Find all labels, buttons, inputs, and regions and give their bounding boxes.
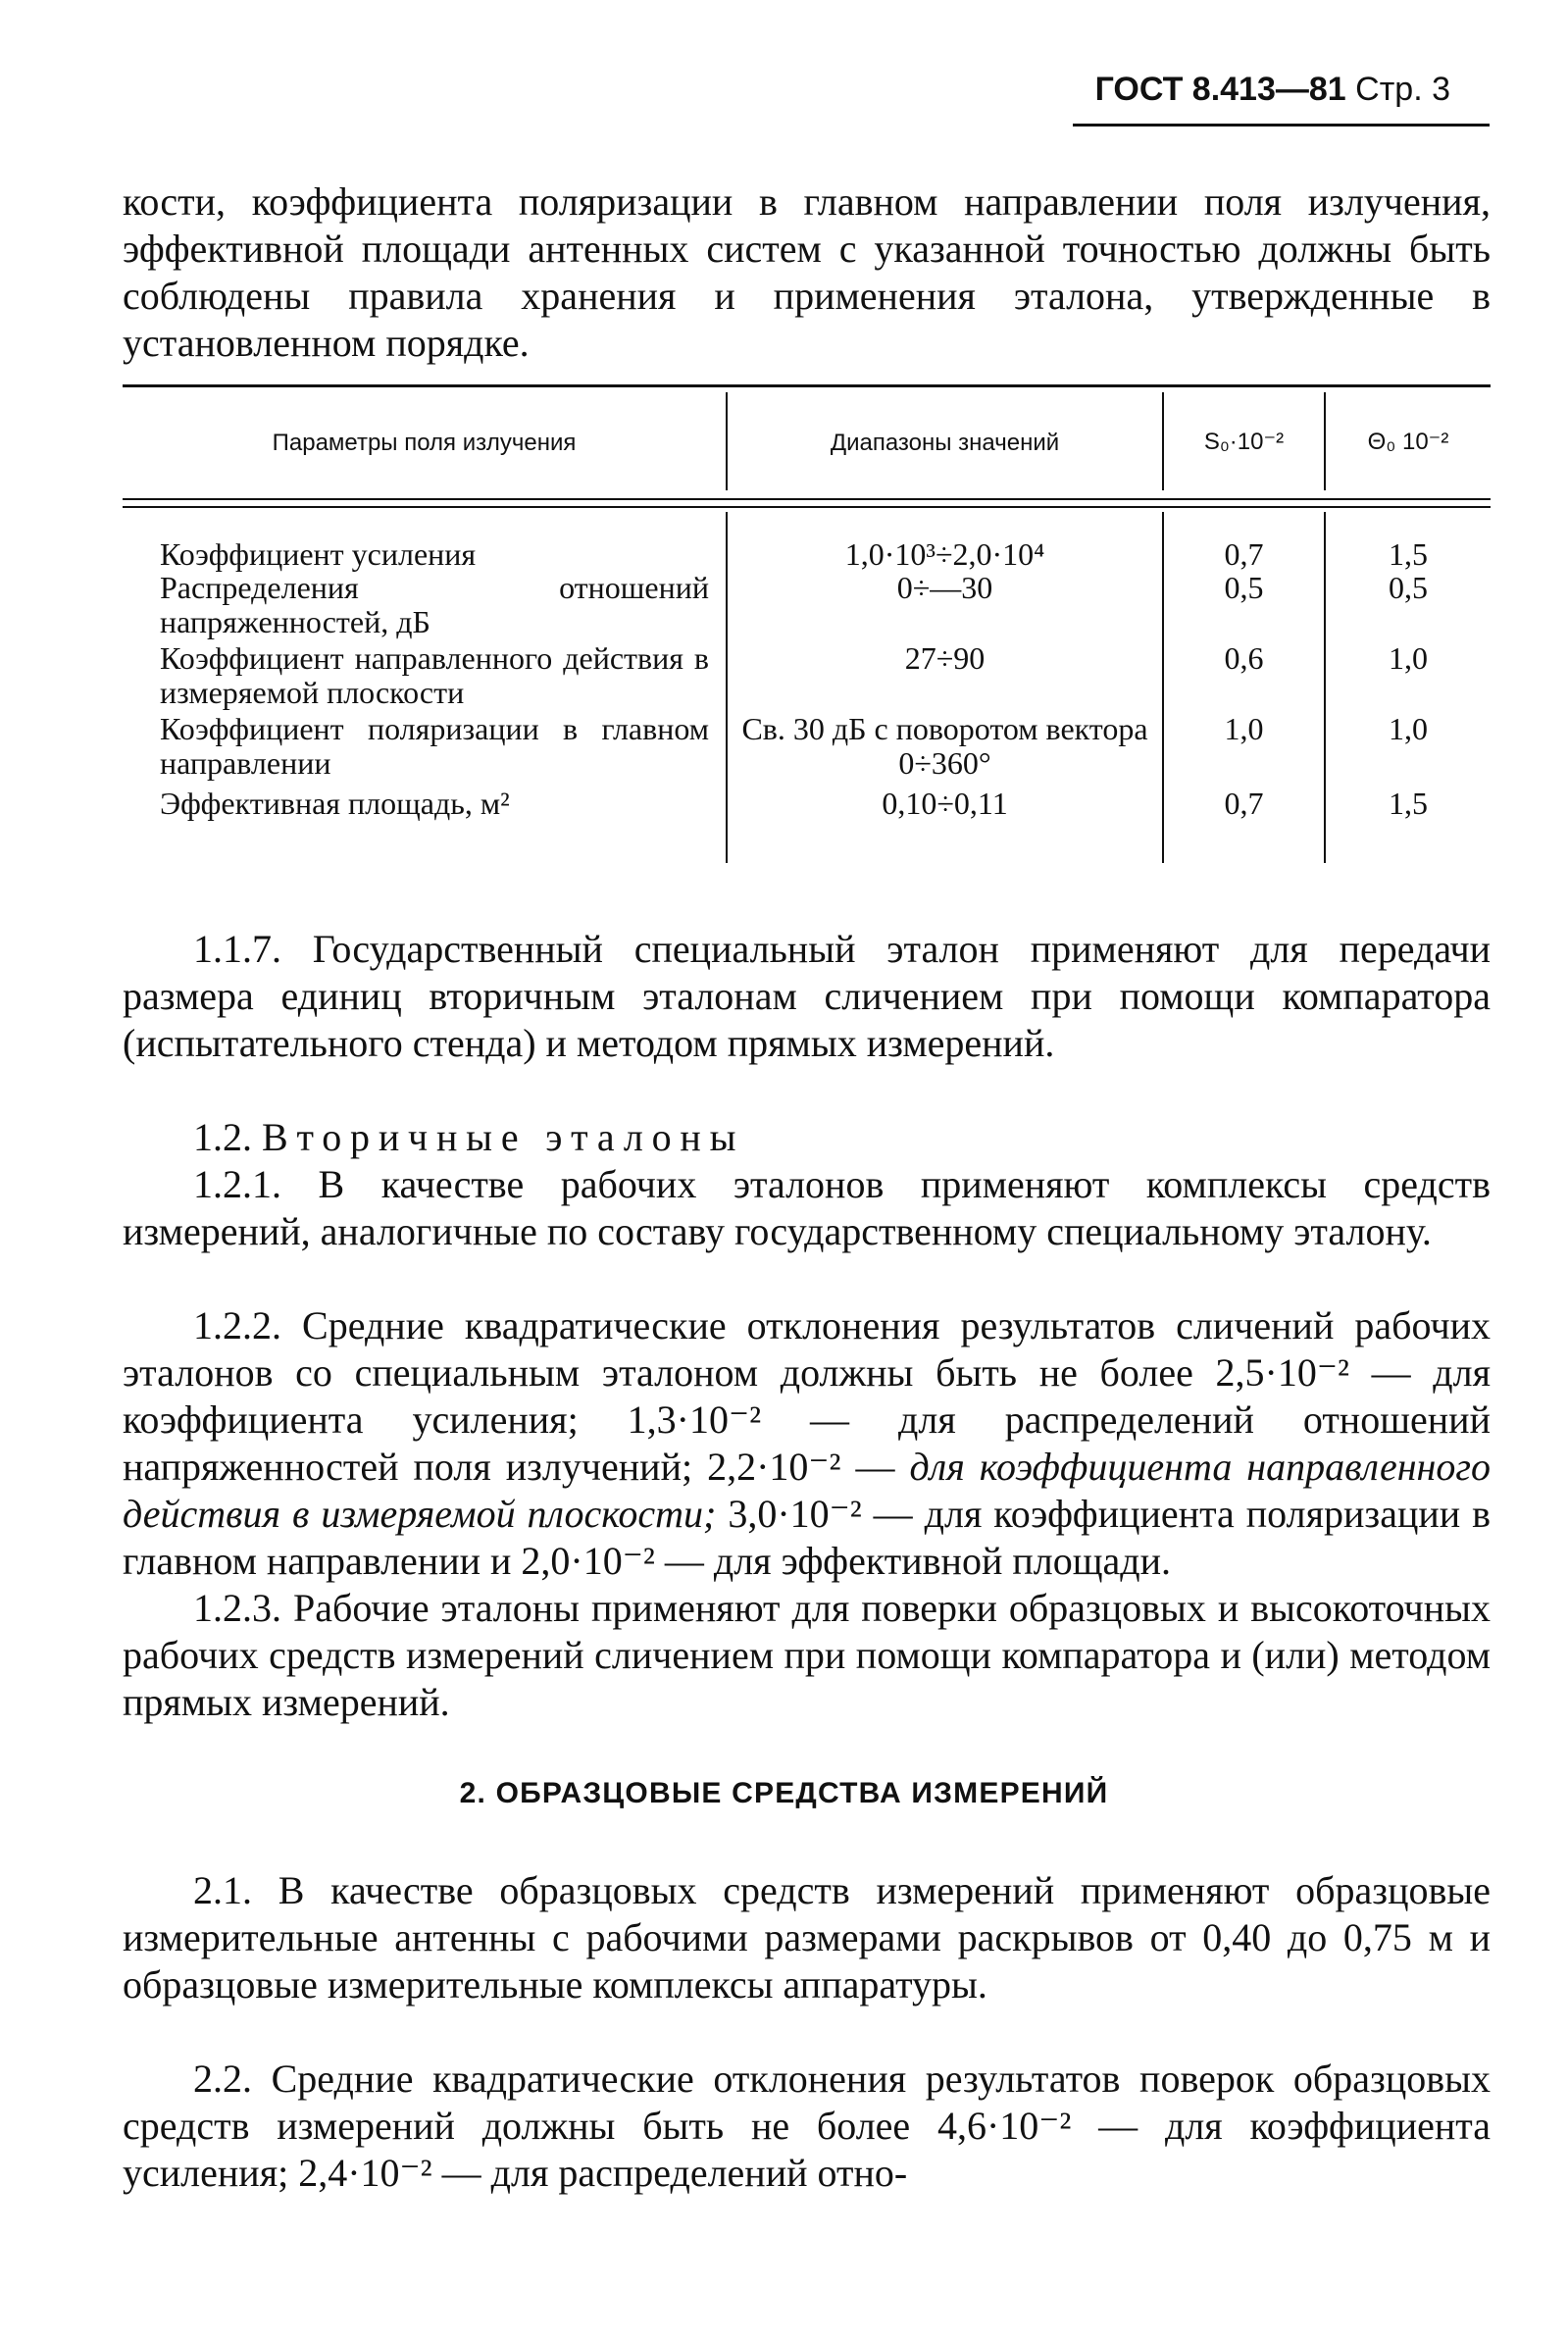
row1-theta0: 1,5	[1389, 536, 1428, 572]
row4-param: Коэффициент поляризации в главном направлении	[160, 711, 709, 781]
header-param: Параметры поля излучения	[272, 430, 577, 456]
standard-number: ГОСТ 8.413—81	[1094, 71, 1346, 108]
row3-range: 27÷90	[904, 640, 986, 676]
paragraph-1-1-7: 1.1.7. Государственный специальный эталон применяют для передачи размера единиц вторичным эталонам сличением при помощи компаратора (испытательного стенда) и методом прямых измерений.	[123, 927, 1491, 1065]
intro-paragraph: кости, коэффициента поляризации в главном направлении поля излучения, эффективной площади антенных систем с указанной точностью должны быть соблюдены правила хранения и применения эталона, утвержденные в установленном порядке.	[123, 179, 1491, 365]
row2-theta0: 0,5	[1389, 570, 1428, 605]
row2-param: Распределения отношений напряженностей, дБ	[160, 570, 709, 639]
header-range: Диапазоны значений	[830, 430, 1060, 456]
p122-part-c: 3,0·10⁻² — для коэффициента поляризации в главном направлении и 2,0·10⁻² — для эффективной площади.	[123, 1492, 1492, 1583]
table-top-rule	[123, 384, 1491, 387]
header-rule	[1073, 124, 1490, 127]
heading-1-2	[123, 1114, 1491, 1161]
row5-theta0: 1,5	[1389, 786, 1428, 821]
paragraph-1-2-3: 1.2.3. Рабочие эталоны применяют для поверки образцовых и высокоточных рабочих средств измерений сличением при помощи компаратора и (или) методом прямых измерений.	[123, 1586, 1491, 1724]
p122-part-b: для коэффициента направленного действия в измеряемой плоскости;	[123, 1445, 1492, 1536]
page-number: Стр. 3	[1355, 71, 1450, 108]
row1-param: Коэффициент усиления	[160, 536, 477, 572]
heading-1-2-number: 1.2.	[193, 1115, 252, 1159]
row4-s0: 1,0	[1224, 711, 1264, 746]
header-theta0: Θ₀ 10⁻²	[1367, 429, 1449, 455]
paragraph-1-2-2	[123, 1302, 1491, 1585]
row1-s0: 0,7	[1224, 536, 1264, 572]
table-header-rule-2	[123, 506, 1491, 508]
heading-1-2-title: Вторичные эталоны	[262, 1115, 745, 1159]
row1-range: 1,0·10³÷2,0·10⁴	[844, 536, 1045, 572]
row4-theta0: 1,0	[1389, 711, 1428, 746]
paragraph-2-2: 2.2. Средние квадратические отклонения результатов поверок образцовых средств измерений должны быть не более 4,6·10⁻² — для коэффициента усиления; 2,4·10⁻² — для распределений отно-	[123, 2057, 1491, 2195]
page-header	[1095, 71, 1450, 109]
table-header-rule	[123, 498, 1491, 500]
header-s0: S₀·10⁻²	[1203, 429, 1285, 455]
row3-param: Коэффициент направленного действия в измеряемой плоскости	[160, 640, 709, 710]
p122-part-a: 1.2.2. Средние квадратические отклонения результатов сличений рабочих эталонов со специальным эталоном должны быть не более 2,5·10⁻² — для коэффициента усиления; 1,3·10⁻² — для распределений отношений напряженностей поля излучений; 2,2·10⁻² —	[123, 1303, 1491, 1489]
row5-param: Эффективная площадь, м²	[160, 786, 510, 821]
row2-s0: 0,5	[1224, 570, 1264, 605]
row2-range: 0÷—30	[896, 570, 993, 605]
row4-range: Св. 30 дБ с поворотом вектора 0÷360°	[741, 711, 1148, 781]
row5-range: 0,10÷0,11	[882, 786, 1008, 821]
row3-theta0: 1,0	[1389, 640, 1428, 676]
row5-s0: 0,7	[1224, 786, 1264, 821]
paragraph-2-1: 2.1. В качестве образцовых средств измерений применяют образцовые измерительные антенны с рабочими размерами раскрывов от 0,40 до 0,75 м и образцовые измерительные комплексы аппаратуры.	[123, 1868, 1491, 2007]
row3-s0: 0,6	[1224, 640, 1264, 676]
paragraph-1-2-1: 1.2.1. В качестве рабочих эталонов применяют комплексы средств измерений, аналогичные по составу государственному специальному эталону.	[123, 1162, 1491, 1253]
section-2-heading: 2. ОБРАЗЦОВЫЕ СРЕДСТВА ИЗМЕРЕНИЙ	[459, 1777, 1109, 1809]
